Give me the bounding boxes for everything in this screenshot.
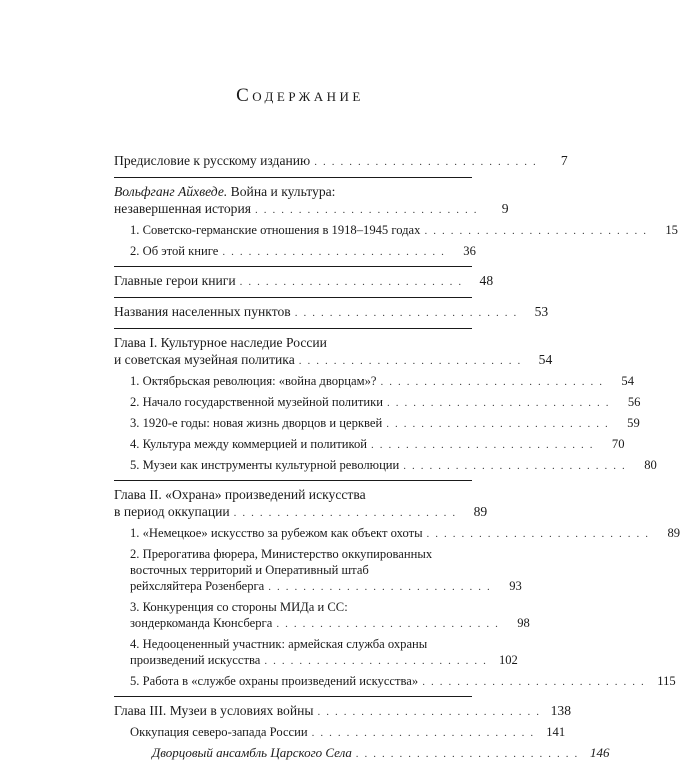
toc-page-number: 54 xyxy=(538,352,553,367)
divider xyxy=(114,480,472,481)
toc-entry-title: Названия населенных пунктов xyxy=(114,304,291,319)
toc-entry[interactable]: Глава III. Музеи в условиях войны .......................... 138 xyxy=(114,703,571,718)
toc-entry-title-line3: рейхсляйтера Розенберга xyxy=(130,579,265,593)
toc-entry-title: 2. Прерогатива фюрера, Министерство оккупированных xyxy=(130,547,433,561)
toc-page-number: 141 xyxy=(546,725,566,739)
toc-entry-title: 1. Октябрьская революция: «война дворцам»? xyxy=(130,374,377,388)
toc-page-number: 89 xyxy=(667,526,680,540)
toc-subentry[interactable]: 2. Прерогатива фюрера, Министерство оккупированных восточных территорий и Оперативный штаб рейхсляйтера Розенберга .......................... 93 xyxy=(130,547,522,593)
toc-page-number: 93 xyxy=(509,579,522,593)
toc-subentry[interactable]: 5. Работа в «службе охраны произведений искусства» .......................... 115 xyxy=(130,674,676,688)
toc-entry[interactable]: Названия населенных пунктов .......................... 53 xyxy=(114,304,549,319)
toc-entry[interactable]: Вольфганг Айхведе. Война и культура: незавершенная история .......................... 9 xyxy=(114,184,509,216)
toc-entry-title-line2: произведений искусства xyxy=(130,653,261,667)
toc-entry-title-line2: зондеркоманда Кюнсберга xyxy=(130,616,273,630)
toc-entry-title: Глава III. Музеи в условиях войны xyxy=(114,703,314,718)
toc-entry-title: 3. 1920-е годы: новая жизнь дворцов и церквей xyxy=(130,416,383,430)
toc-subentry[interactable]: 4. Культура между коммерцией и политикой .......................... 70 xyxy=(130,437,625,451)
toc-subentry[interactable]: 3. 1920-е годы: новая жизнь дворцов и церквей .......................... 59 xyxy=(130,416,640,430)
toc-page-number: 36 xyxy=(463,244,476,258)
toc-page-number: 7 xyxy=(560,153,568,168)
toc-entry[interactable]: Главные герои книги .......................... 48 xyxy=(114,273,494,288)
toc-page-number: 115 xyxy=(657,674,676,688)
toc-subentry[interactable]: Оккупация северо-запада России .......................... 141 xyxy=(130,725,566,739)
toc-entry-title-line2: восточных территорий и Оперативный штаб xyxy=(130,563,369,577)
toc-entry[interactable]: Глава II. «Охрана» произведений искусства в период оккупации .......................... 89 xyxy=(114,487,488,519)
toc-subentry[interactable]: 3. Конкуренция со стороны МИДа и СС: зондеркоманда Кюнсберга .......................... 98 xyxy=(130,600,530,630)
toc-entry-title: 4. Культура между коммерцией и политикой xyxy=(130,437,367,451)
toc-entry-title-line2: в период оккупации xyxy=(114,504,230,519)
toc-entry-title: 5. Музеи как инструменты культурной революции xyxy=(130,458,400,472)
toc-entry-title: Дворцовый ансамбль Царского Села xyxy=(152,745,352,760)
table-of-contents xyxy=(114,150,680,766)
divider xyxy=(114,328,472,329)
divider xyxy=(114,696,472,697)
toc-entry-title: 5. Работа в «службе охраны произведений искусства» xyxy=(130,674,419,688)
toc-page-number: 138 xyxy=(550,703,571,718)
toc-entry[interactable]: Предисловие к русскому изданию .......................... 7 xyxy=(114,153,568,168)
toc-entry-title: 2. Начало государственной музейной политики xyxy=(130,395,383,409)
toc-page-number: 146 xyxy=(589,745,610,760)
divider xyxy=(114,266,472,267)
toc-page-number: 59 xyxy=(627,416,640,430)
toc-subentry[interactable]: 1. «Немецкое» искусство за рубежом как объект охоты .......................... 89 xyxy=(130,526,680,540)
toc-subentry[interactable]: Дворцовый ансамбль Царского Села .......................... 146 xyxy=(152,745,610,760)
toc-subentry[interactable]: 5. Музеи как инструменты культурной революции .......................... 80 xyxy=(130,458,657,472)
toc-page-number: 56 xyxy=(627,395,641,409)
toc-entry-title: 4. Недооцененный участник: армейская служба охраны xyxy=(130,637,428,651)
toc-page-number: 15 xyxy=(665,223,678,237)
toc-entry-title: Война и культура: xyxy=(227,184,336,199)
toc-page-number: 80 xyxy=(644,458,657,472)
toc-page-number: 98 xyxy=(517,616,530,630)
toc-entry-title-line2: незавершенная история xyxy=(114,201,251,216)
toc-subentry[interactable]: 2. Начало государственной музейной политики .......................... 56 xyxy=(130,395,641,409)
toc-subentry[interactable]: 2. Об этой книге .......................... 36 xyxy=(130,244,476,258)
toc-page-number: 48 xyxy=(479,273,494,288)
toc-page-number: 70 xyxy=(611,437,625,451)
page-title: Содержание xyxy=(236,85,364,106)
toc-page-number: 53 xyxy=(534,304,549,319)
toc-entry-title: Глава I. Культурное наследие России xyxy=(114,335,327,350)
toc-entry-author: Вольфганг Айхведе. xyxy=(114,184,228,199)
toc-subentry[interactable]: 4. Недооцененный участник: армейская служба охраны произведений искусства .......................... 102 xyxy=(130,637,518,667)
divider xyxy=(114,177,472,178)
toc-entry-title: 1. Советско-германские отношения в 1918–1945 годах xyxy=(130,223,421,237)
toc-page-number: 102 xyxy=(498,653,518,667)
toc-page-number: 54 xyxy=(621,374,634,388)
toc-subentry[interactable]: 1. Советско-германские отношения в 1918–1945 годах .......................... 15 xyxy=(130,223,678,237)
toc-entry-title: Оккупация северо-запада России xyxy=(130,725,308,739)
divider xyxy=(114,297,472,298)
toc-entry-title: 2. Об этой книге xyxy=(130,244,219,258)
toc-entry-title-line2: и советская музейная политика xyxy=(114,352,295,367)
toc-entry-title: Предисловие к русскому изданию xyxy=(114,153,311,168)
toc-page-number: 89 xyxy=(473,504,488,519)
toc-entry-title: 1. «Немецкое» искусство за рубежом как объект охоты xyxy=(130,526,423,540)
toc-page-number: 9 xyxy=(501,201,509,216)
toc-entry-title: Главные герои книги xyxy=(114,273,236,288)
toc-entry[interactable]: Глава I. Культурное наследие России и советская музейная политика .......................... 54 xyxy=(114,335,553,367)
toc-entry-title: 3. Конкуренция со стороны МИДа и СС: xyxy=(130,600,348,614)
toc-entry-title: Глава II. «Охрана» произведений искусства xyxy=(114,487,366,502)
toc-subentry[interactable]: 1. Октябрьская революция: «война дворцам»? .......................... 54 xyxy=(130,374,634,388)
